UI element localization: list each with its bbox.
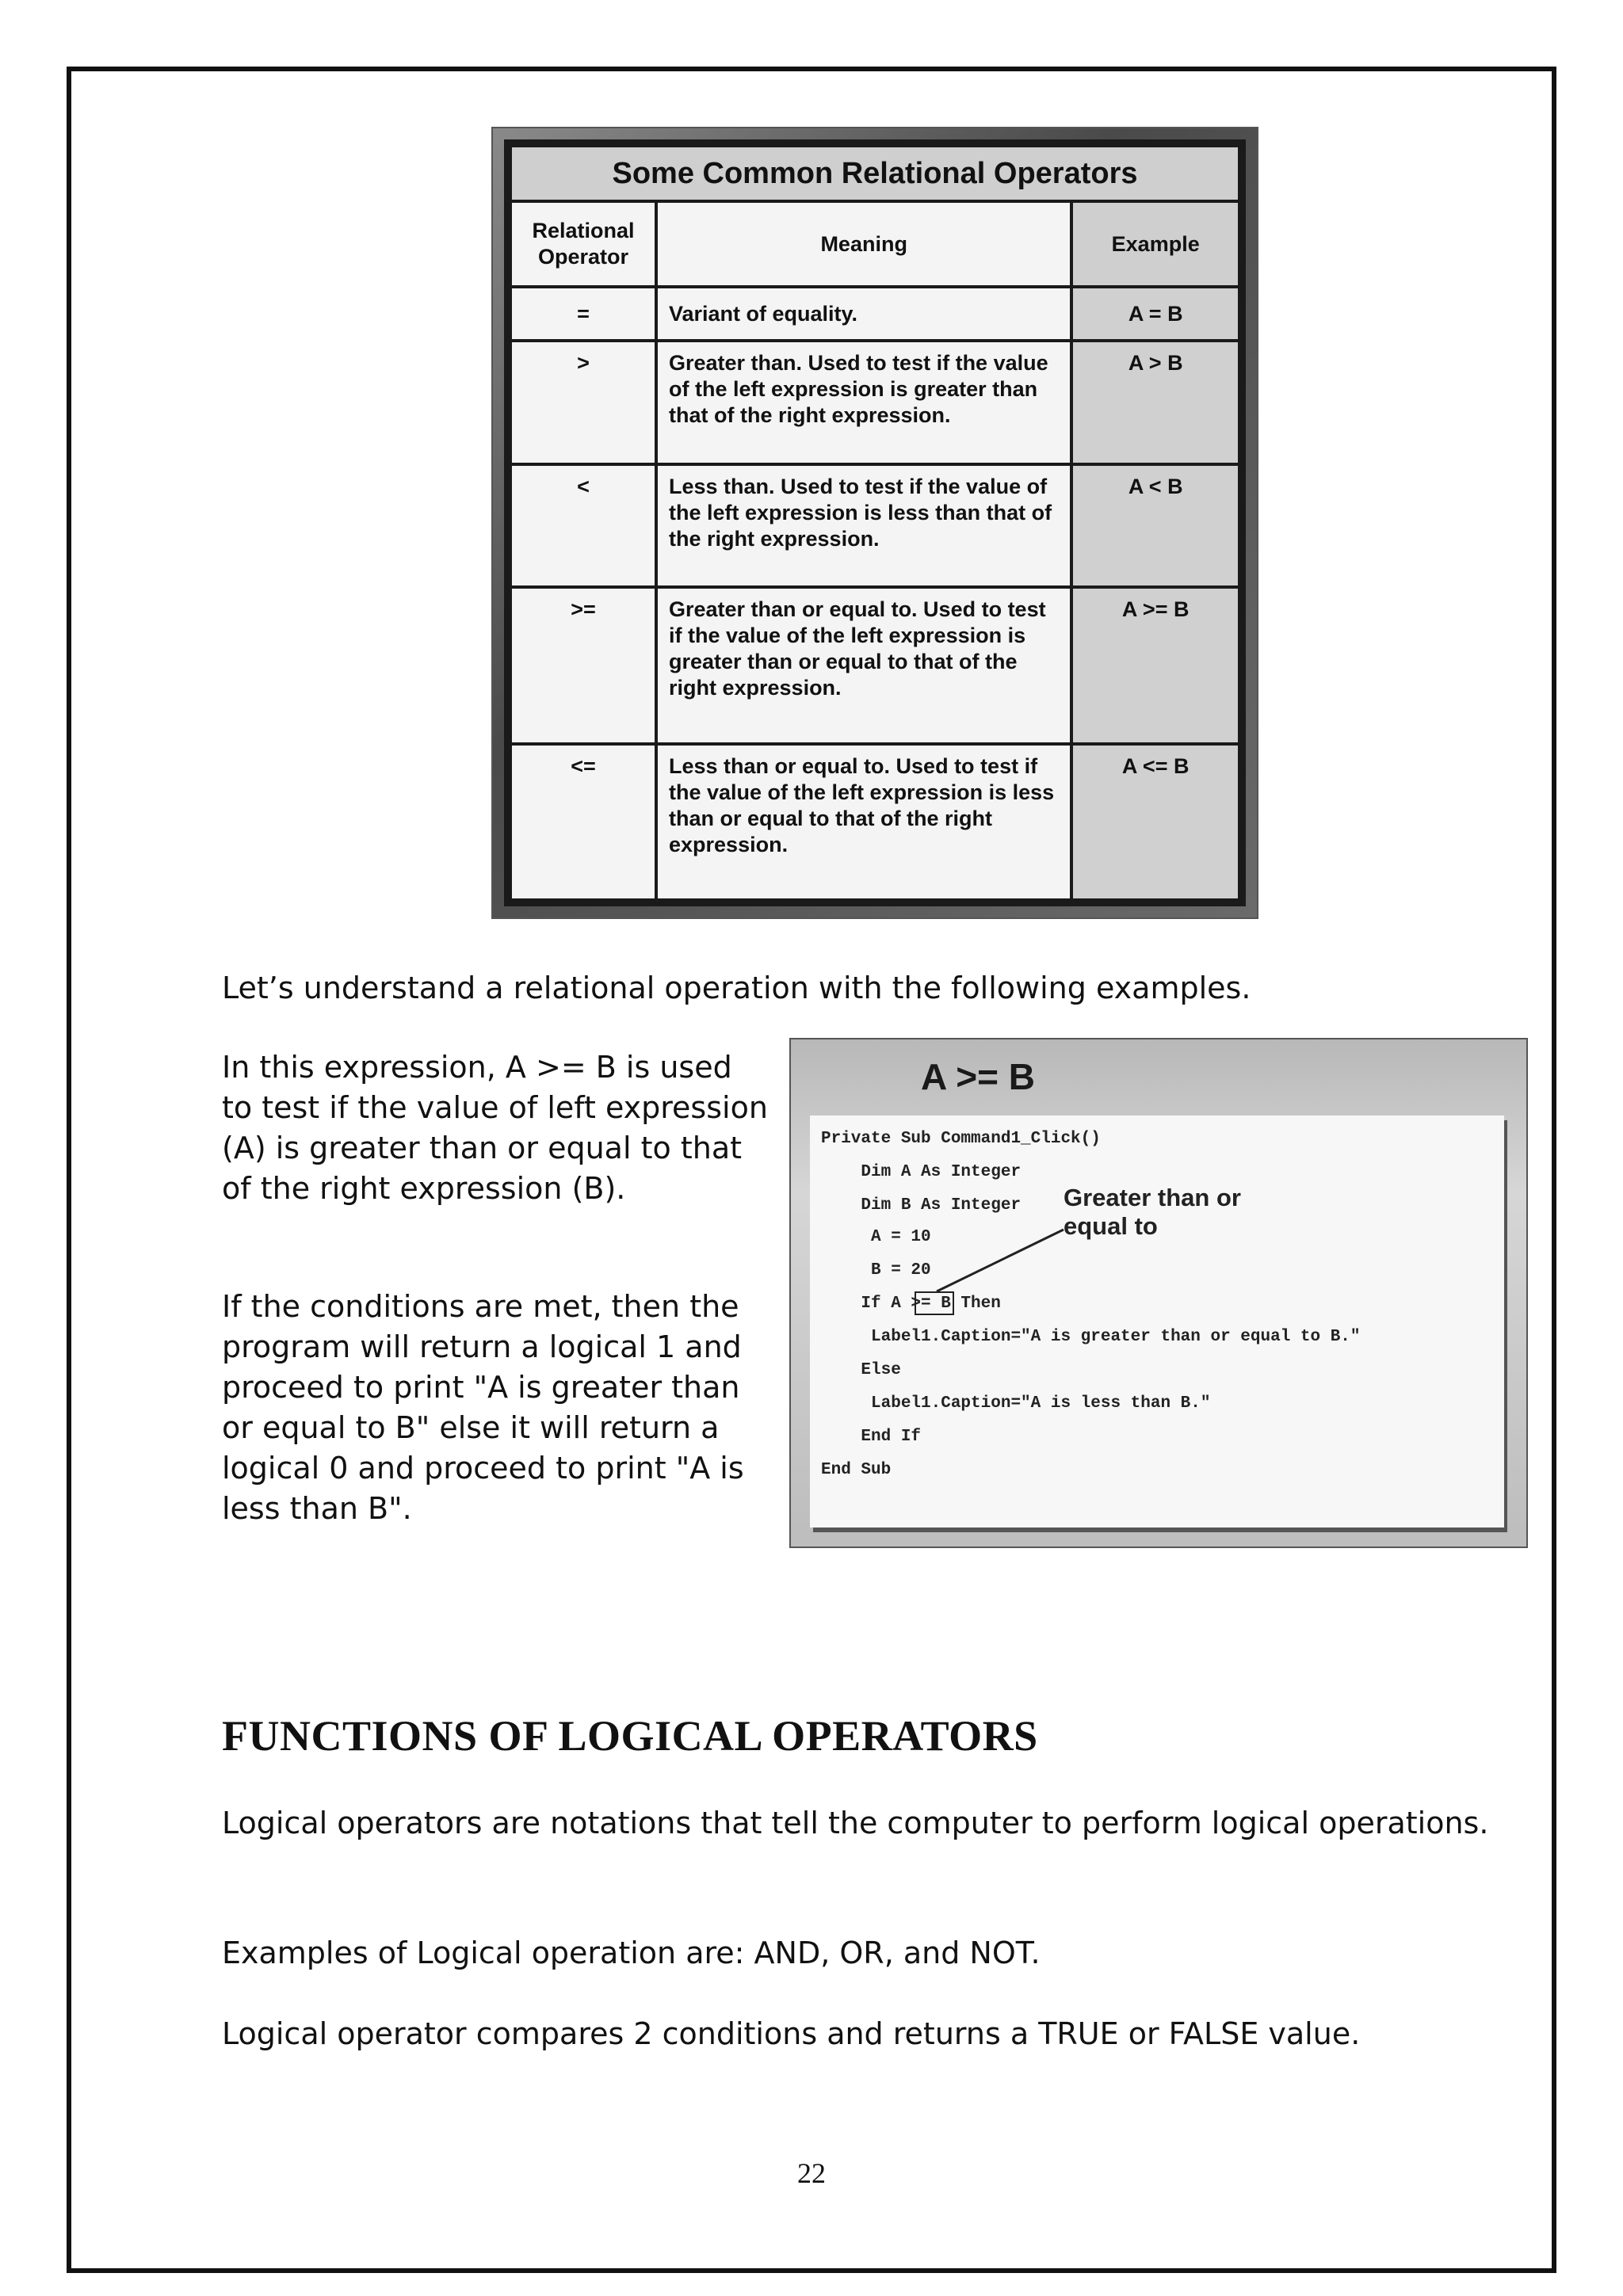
meaning-cell: Variant of equality.: [656, 287, 1071, 341]
example-cell: A < B: [1071, 464, 1239, 588]
example-cell: A <= B: [1071, 744, 1239, 900]
example-cell: A >= B: [1071, 587, 1239, 743]
code-line: Label1.Caption="A is greater than or equal to B.": [821, 1328, 1361, 1346]
code-line: Dim B As Integer: [821, 1196, 1022, 1215]
page-number: 22: [797, 2157, 826, 2189]
table-row: [510, 341, 1239, 464]
explanation-paragraph: If the conditions are met, then the program will return a logical 1 and proceed to print "A is greater than or equal to B" else it will return a logical 0 and proceed to print "A is less than B".: [222, 1289, 744, 1526]
meaning-cell: Less than. Used to test if the value of the left expression is less than that of the right expression.: [656, 464, 1071, 588]
callout-label: Greater than or equal to: [1064, 1184, 1241, 1240]
operator-cell: <: [510, 464, 656, 588]
operator-cell: >: [510, 341, 656, 464]
code-panel: [810, 1116, 1504, 1527]
operator-cell: >=: [510, 587, 656, 743]
header-example: Example: [1071, 201, 1239, 287]
operator-cell: <=: [510, 744, 656, 900]
code-example-title: A >= B: [921, 1056, 1036, 1097]
body-paragraph: Logical operators are notations that tell the computer to perform logical operations.: [222, 1806, 1489, 1840]
code-line: Else: [821, 1361, 901, 1379]
table-row: [510, 587, 1239, 743]
code-line: End Sub: [821, 1461, 892, 1479]
table-row: [510, 464, 1239, 588]
header-meaning: Meaning: [656, 201, 1071, 287]
code-line: If A >= B Then: [821, 1295, 1001, 1313]
header-operator: Relational Operator: [510, 201, 656, 287]
relational-operators-table-image: [491, 127, 1258, 919]
table-row: [510, 287, 1239, 341]
table-inner: [504, 139, 1246, 906]
code-line: B = 20: [821, 1261, 931, 1280]
example-cell: A = B: [1071, 287, 1239, 341]
section-heading: FUNCTIONS OF LOGICAL OPERATORS: [222, 1712, 1038, 1760]
code-example-image: [789, 1038, 1528, 1548]
example-cell: A > B: [1071, 341, 1239, 464]
code-line: Label1.Caption="A is less than B.": [821, 1394, 1211, 1413]
code-line: End If: [821, 1428, 922, 1446]
code-line: Dim A As Integer: [821, 1163, 1022, 1181]
body-paragraph: Logical operator compares 2 conditions and returns a TRUE or FALSE value.: [222, 2016, 1361, 2051]
relational-operators-table: [509, 144, 1241, 902]
code-line: A = 10: [821, 1228, 931, 1246]
meaning-cell: Greater than. Used to test if the value of the left expression is greater than that of the right expression.: [656, 341, 1071, 464]
explanation-paragraph: In this expression, A >= B is used to test if the value of left expression (A) is greater than or equal to that of the right expression (B).: [222, 1050, 768, 1206]
meaning-cell: Greater than or equal to. Used to test if the value of the left expression is greater than or equal to that of the right expression.: [656, 587, 1071, 743]
meaning-cell: Less than or equal to. Used to test if the value of the left expression is less than or equal to that of the right expression.: [656, 744, 1071, 900]
operator-cell: =: [510, 287, 656, 341]
code-line: Private Sub Command1_Click(): [821, 1130, 1101, 1148]
body-paragraph: Examples of Logical operation are: AND, OR, and NOT.: [222, 1936, 1041, 1970]
table-title: Some Common Relational Operators: [510, 146, 1239, 201]
intro-text: Let’s understand a relational operation with the following examples.: [222, 971, 1251, 1005]
table-row: [510, 744, 1239, 900]
